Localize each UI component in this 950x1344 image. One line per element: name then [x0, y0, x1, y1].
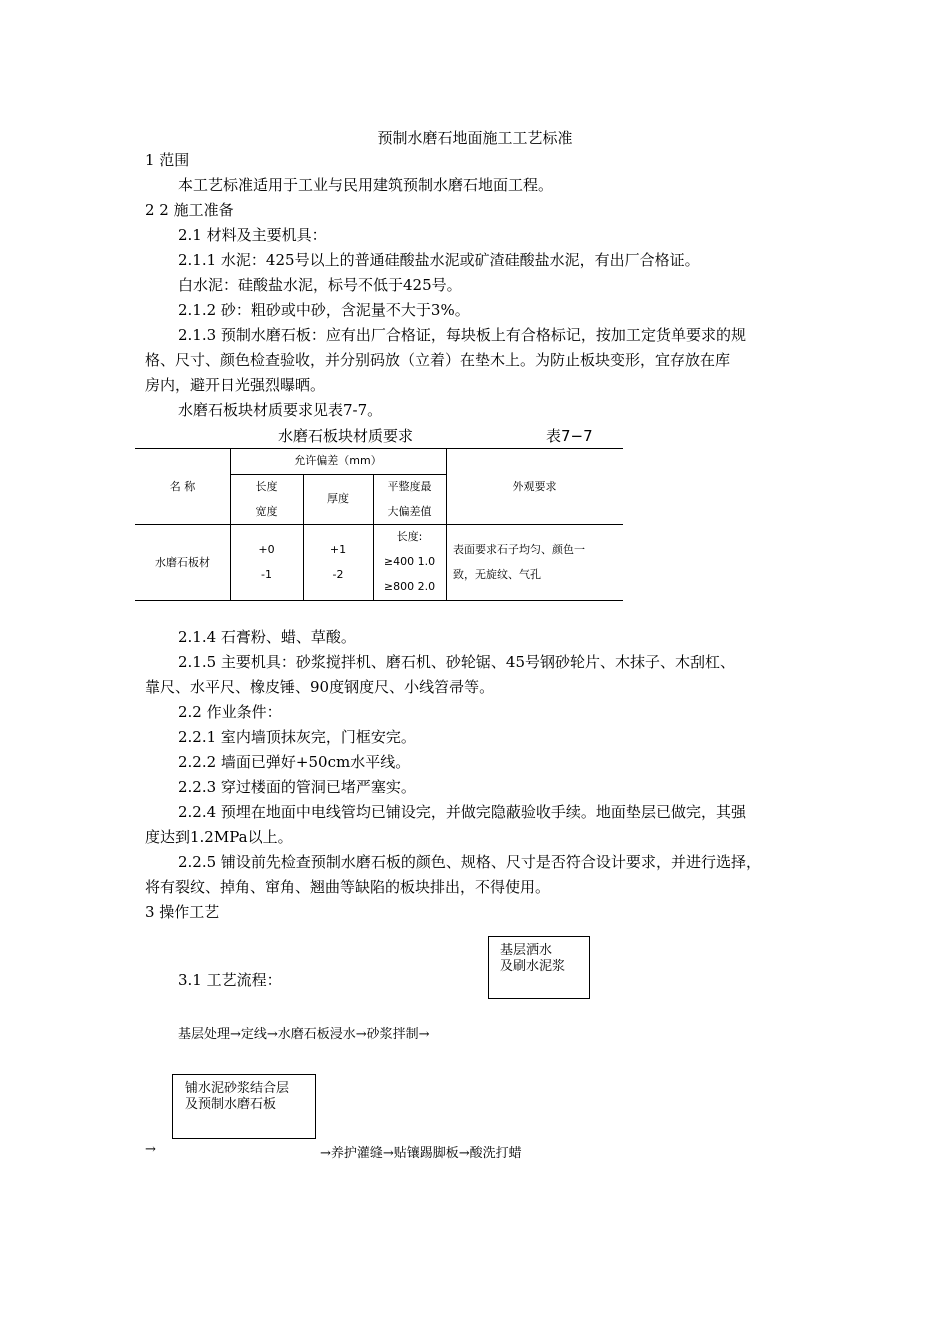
cell-appearance-line2: 致，无旋纹、气孔	[453, 568, 541, 581]
material-requirements-table	[135, 448, 623, 601]
flow-box-base-watering	[488, 936, 590, 999]
section-2-2-1: 2.2.1 室内墙顶抹灰完，门框安完。	[178, 728, 416, 746]
section-2-1-3-line1: 2.1.3 预制水磨石板：应有出厂合格证，每块板上有合格标记，按加工定货单要求的规	[178, 326, 746, 344]
section-2-2-2: 2.2.2 墙面已弹好+50cm水平线。	[178, 753, 411, 771]
cell-name: 水磨石板材	[155, 556, 210, 569]
table-number: 表7−7	[546, 427, 593, 445]
section-2-1-4: 2.1.4 石膏粉、蜡、草酸。	[178, 628, 356, 646]
section-3-1: 3.1 工艺流程：	[178, 971, 282, 989]
flow-arrow-left: →	[145, 1142, 156, 1157]
section-2-2-4-line1: 2.2.4 预埋在地面中电线管均已铺设完，并做完隐蔽验收手续。地面垫层已做完，其强	[178, 803, 746, 821]
section-2-1-5-line2: 靠尺、水平尺、橡皮锤、90度钢度尺、小线笤帚等。	[145, 678, 495, 696]
section-2-2-3: 2.2.3 穿过楼面的管洞已堵严塞实。	[178, 778, 416, 796]
table-reference: 水磨石板块材质要求见表7-7。	[178, 401, 383, 419]
cell-flat-label: 长度:	[396, 530, 423, 543]
section-2-heading: 2 2 施工准备	[145, 201, 234, 219]
section-2-2-4-line2: 度达到1.2MPa以上。	[145, 828, 293, 846]
section-2-1-3-line2: 格、尺寸、颜色检查验收，并分别码放（立着）在垫木上。为防止板块变形，宜存放在库	[145, 351, 731, 369]
flow-box-mortar-layer-label: 铺水泥砂浆结合层 及预制水磨石板	[185, 1081, 290, 1112]
cell-appearance-line1: 表面要求石子均匀、颜色一	[453, 543, 585, 556]
header-width: 宽度	[255, 505, 278, 518]
section-3-heading: 3 操作工艺	[145, 903, 220, 921]
cell-thick-lower: -2	[332, 568, 344, 581]
section-2-1-3-line3: 房内，避开日光强烈曝晒。	[145, 376, 326, 394]
page-title: 预制水磨石地面施工工艺标准	[377, 129, 573, 147]
cell-thick-upper: +1	[329, 543, 347, 556]
flow-line-1: 基层处理→定线→水磨石板浸水→砂浆拌制→	[178, 1027, 430, 1042]
section-2-1-5-line1: 2.1.5 主要机具：砂浆搅拌机、磨石机、砂轮锯、45号钢砂轮片、木抹子、木刮杠、	[178, 653, 736, 671]
flow-box-mortar-layer	[172, 1074, 316, 1139]
header-thickness: 厚度	[327, 492, 349, 505]
section-2-2: 2.2 作业条件：	[178, 703, 282, 721]
flow-box-base-watering-label: 基层洒水 及刷水泥浆	[500, 943, 566, 974]
header-flatness-line2: 大偏差值	[387, 505, 432, 518]
header-flatness-line1: 平整度最	[387, 480, 432, 493]
section-2-1-2: 2.1.2 砂：粗砂或中砂，含泥量不大于3%。	[178, 301, 470, 319]
white-cement-text: 白水泥：硅酸盐水泥，标号不低于425号。	[178, 276, 462, 294]
header-length: 长度	[255, 480, 278, 493]
table-caption: 水磨石板块材质要求	[278, 427, 414, 445]
flow-line-2: →养护灌缝→贴镶踢脚板→酸洗打蜡	[320, 1146, 522, 1161]
section-2-1: 2.1 材料及主要机具：	[178, 226, 327, 244]
cell-lw-lower: -1	[261, 568, 272, 581]
section-1-heading: 1 范围	[145, 151, 190, 169]
header-tolerance: 允许偏差（mm）	[294, 454, 382, 467]
section-2-2-5-line2: 将有裂纹、掉角、窜角、翘曲等缺陷的板块排出，不得使用。	[145, 878, 551, 896]
table-col-divider-4	[446, 448, 447, 600]
header-name: 名 称	[169, 480, 196, 493]
table-rule-bottom	[135, 600, 623, 601]
cell-flat-800: ≥800 2.0	[383, 580, 436, 593]
section-2-1-1: 2.1.1 水泥：425号以上的普通硅酸盐水泥或矿渣硅酸盐水泥，有出厂合格证。	[178, 251, 700, 269]
section-2-2-5-line1: 2.2.5 铺设前先检查预制水磨石板的颜色、规格、尺寸是否符合设计要求，并进行选择，	[178, 853, 761, 871]
header-appearance: 外观要求	[512, 480, 557, 493]
cell-lw-upper: +0	[258, 543, 275, 556]
section-1-text: 本工艺标准适用于工业与民用建筑预制水磨石地面工程。	[178, 176, 554, 194]
cell-flat-400: ≥400 1.0	[383, 555, 436, 568]
